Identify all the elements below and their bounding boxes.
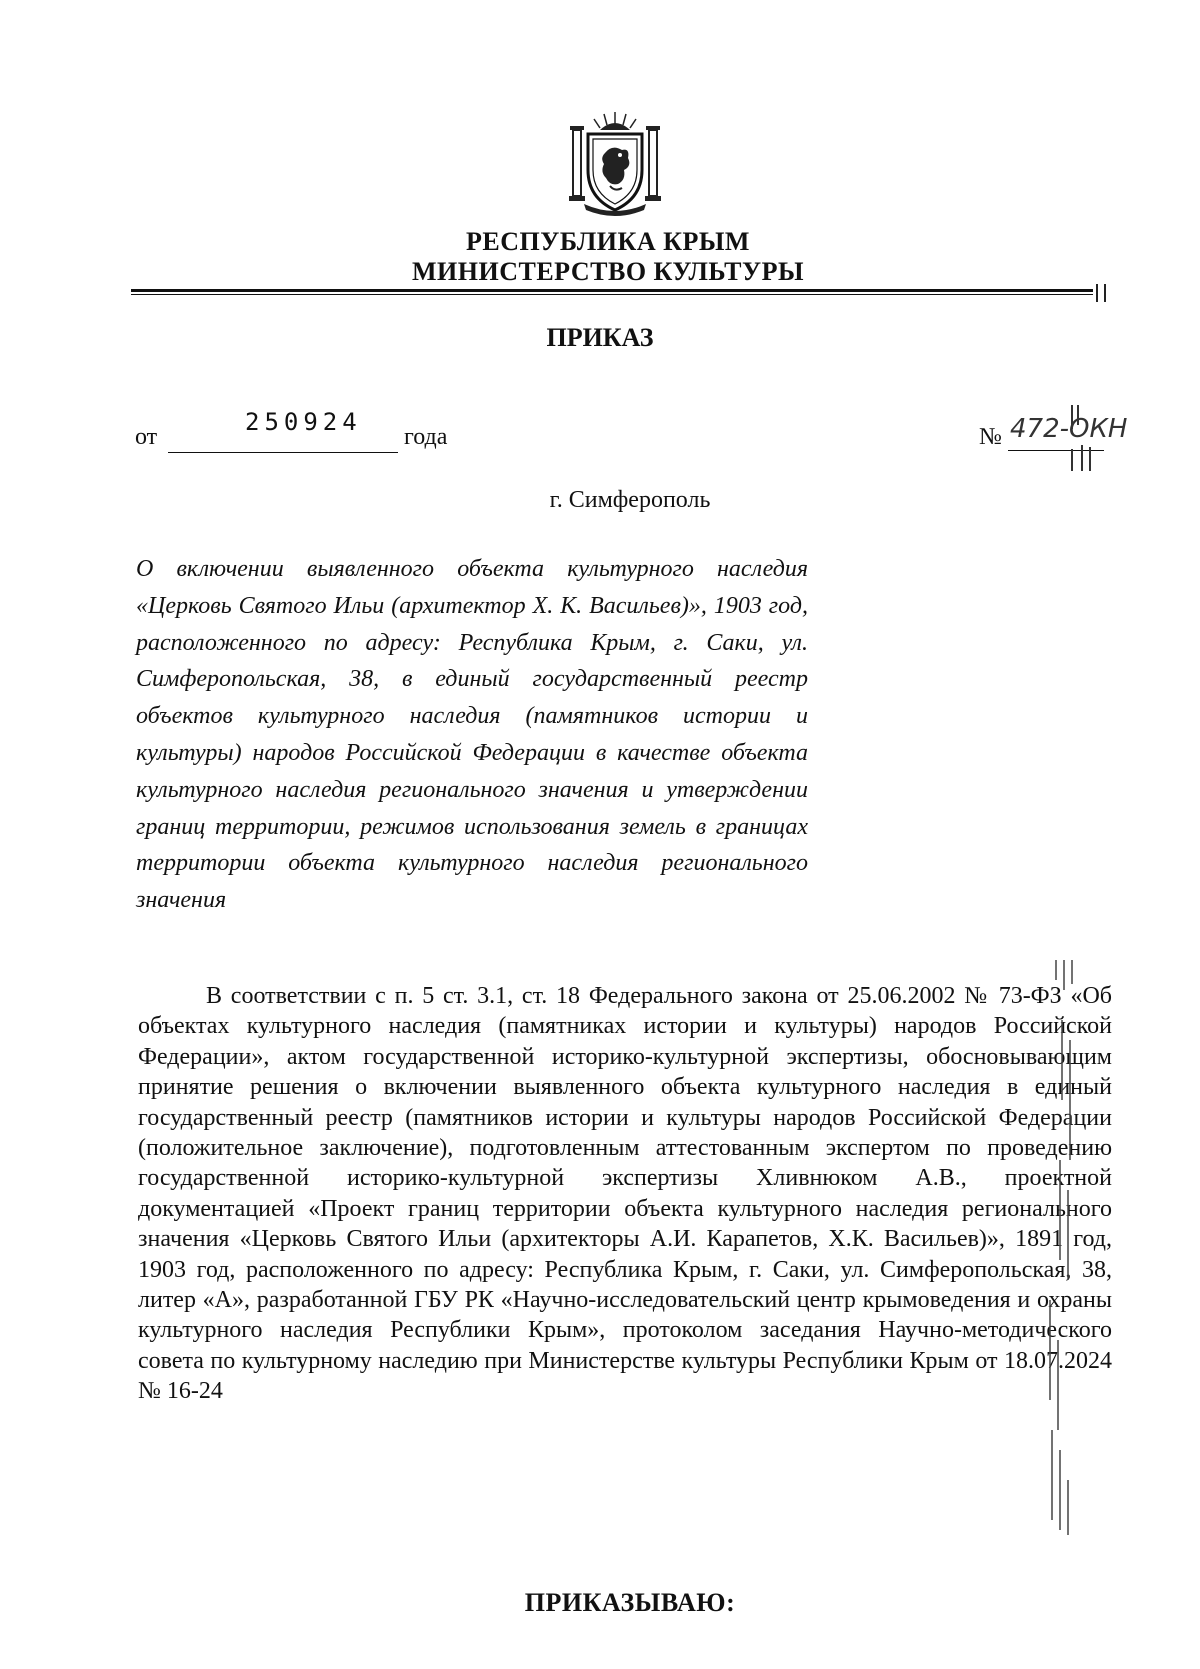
- republic-title: РЕСПУБЛИКА КРЫМ: [466, 227, 750, 256]
- number-sign: №: [979, 424, 1002, 450]
- scan-artifact: [1068, 405, 1108, 475]
- crimea-coat-of-arms-icon: [560, 108, 670, 218]
- date-underline: [168, 452, 398, 453]
- scan-mark: [1104, 284, 1106, 302]
- preamble-paragraph: В соответствии с п. 5 ст. 3.1, ст. 18 Федерального закона от 25.06.2002 № 73-ФЗ «Об объектах культурного наследия (памятниках истории и культуры) народов Российской Федерации», актом государственной историко-культурной экспертизы, обосновывающим принятие решения о включении выявленного объекта культурного наследия в единый государственный реестр (памятников истории и культуры народов Российской Федерации (положительное заключение), подготовленным аттестованным экспертом по проведению государственной историко-культурной экспертизы Хливнюком А.В., проектной документацией «Проект границ территории объекта культурного наследия регионального значения «Церковь Святого Ильи (архитекторы А.И. Карапетов, Х.К. Васильев)», 1891 год, 1903 год, расположенного по адресу: Республика Крым, г. Саки, ул. Симферопольская, 38, литер «А», разработанной ГБУ РК «Научно-исследовательский центр крымоведения и охраны культурного наследия Республики Крым», протоколом заседания Научно-методического совета по культурному наследию при Министерстве культуры Республики Крым от 18.07.2024 № 16-24: [138, 983, 1112, 1405]
- header-rule-thin: [131, 294, 1093, 295]
- order-directive: ПРИКАЗЫВАЮ:: [524, 1588, 736, 1617]
- order-date: 250924: [245, 408, 362, 436]
- date-suffix: года: [404, 424, 448, 450]
- scan-mark: [1096, 284, 1098, 302]
- city-name: г. Симферополь: [549, 487, 711, 513]
- scan-artifact: [1040, 960, 1120, 1540]
- ministry-title: МИНИСТЕРСТВО КУЛЬТУРЫ: [412, 257, 804, 286]
- order-number: 472-ОКН: [1010, 414, 1128, 444]
- order-subject: О включении выявленного объекта культурного наследия «Церковь Святого Ильи (архитектор Х. К. Васильев)», 1903 год, расположенного по адресу: Республика Крым, г. Саки, ул. Симферопольская, 38, в единый государственный реестр объектов культурного наследия (памятников истории и культуры) народов Российской Федерации в качестве объекта культурного наследия регионального значения и утверждении границ территории, режимов использования земель в границах территории объекта культурного наследия регионального значения: [136, 556, 808, 914]
- header-rule-thick: [131, 289, 1093, 292]
- document-type: ПРИКАЗ: [546, 323, 654, 352]
- date-prefix: от: [135, 424, 158, 450]
